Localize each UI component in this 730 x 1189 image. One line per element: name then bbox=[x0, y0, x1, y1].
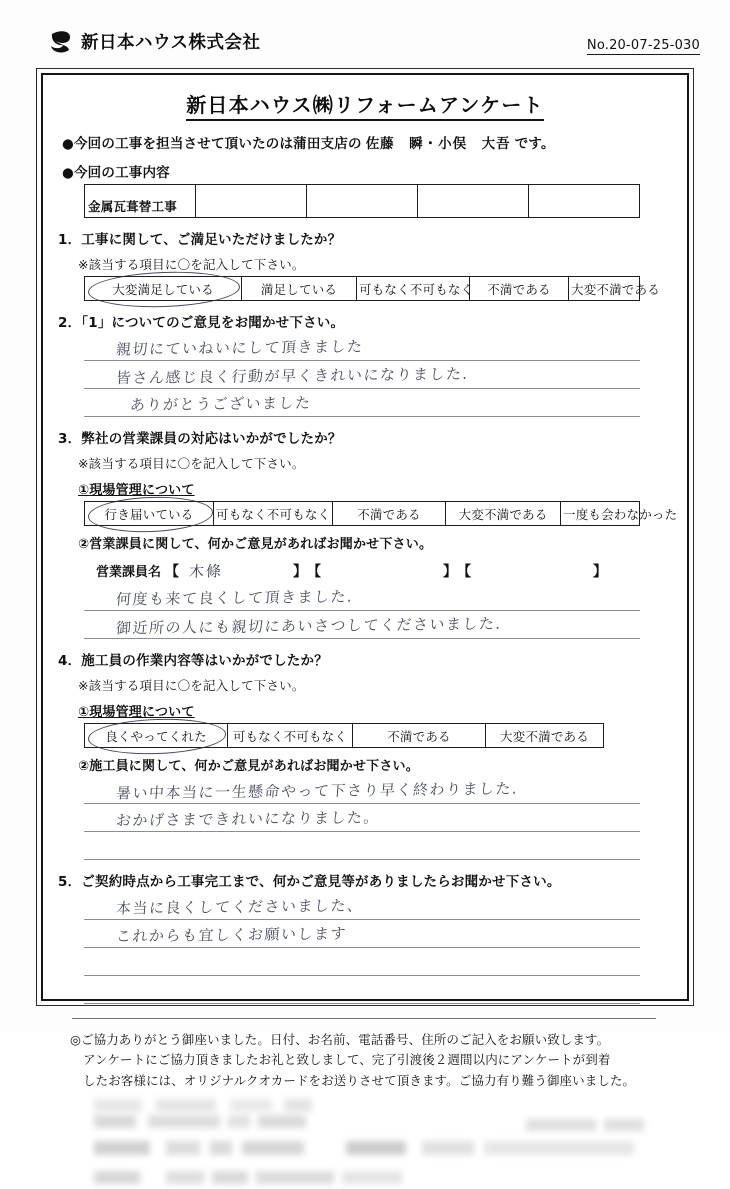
redaction-block bbox=[346, 1141, 406, 1155]
question-5-answer[interactable] bbox=[84, 892, 640, 1004]
handwritten-answer: 暑い中本当に一生懸命やって下さり早く終わりました. bbox=[115, 779, 519, 803]
assigned-staff-line bbox=[62, 132, 686, 152]
work-content-cell-4[interactable] bbox=[418, 185, 529, 218]
table-row bbox=[85, 277, 640, 301]
question-3-options bbox=[84, 501, 678, 526]
bracket-close-icon: 】 bbox=[593, 563, 608, 580]
bracket-open-icon: 【 bbox=[457, 563, 472, 580]
company-name: 新日本ハウス株式会社 bbox=[81, 33, 261, 53]
redaction-block bbox=[166, 1141, 200, 1155]
table-row bbox=[85, 724, 604, 748]
redaction-block bbox=[148, 1115, 220, 1128]
redaction-block bbox=[526, 1119, 596, 1131]
answer-line[interactable] bbox=[84, 389, 640, 417]
answer-line[interactable] bbox=[84, 361, 640, 389]
answer-line[interactable] bbox=[84, 611, 640, 639]
redaction-block bbox=[256, 1171, 334, 1184]
company-logo bbox=[48, 28, 260, 55]
question-3-answer[interactable] bbox=[84, 583, 640, 639]
q3-option-1[interactable]: 可もなく不可もなく bbox=[214, 502, 333, 526]
redaction-block bbox=[604, 1119, 644, 1131]
question-1-options bbox=[84, 276, 660, 301]
answer-line[interactable] bbox=[84, 333, 640, 361]
q1-option-3[interactable]: 不満である bbox=[470, 277, 569, 301]
handwritten-answer: 本当に良くしてくださいました、 bbox=[115, 896, 365, 918]
question-4-sub1-text: ①現場管理について bbox=[78, 705, 195, 720]
answer-line[interactable] bbox=[84, 804, 640, 832]
footer-line-3: したお客様には、オリジナルクオカードをお送りさせて頂きます。ご協力有り難う御座いました。 bbox=[83, 1072, 636, 1088]
handwritten-answer: 何度も来て良くして頂きました. bbox=[115, 587, 354, 609]
q3-option-0[interactable]: 行き届いている bbox=[85, 502, 214, 526]
q4-option-3[interactable]: 大変不満である bbox=[486, 724, 604, 748]
question-2-answer[interactable] bbox=[84, 333, 640, 417]
handwritten-answer: 御近所の人にも親切にあいさつしてくださいました. bbox=[115, 614, 503, 638]
footer-line-2: アンケートにご協力頂きましたお礼と致しまして、完了引渡後２週間以内にアンケートが到着 bbox=[83, 1052, 611, 1068]
assigned-staff-prefix: ●今回の工事を担当させて頂いたのは蒲田支店の bbox=[62, 136, 362, 152]
table-row bbox=[85, 502, 640, 526]
company-swirl-logo-icon bbox=[48, 28, 74, 55]
page-title-text: 新日本ハウス㈱リフォームアンケート bbox=[186, 93, 544, 121]
redaction-block bbox=[230, 1099, 272, 1112]
handwritten-answer: おかげさまできれいになりました。 bbox=[115, 808, 381, 830]
bracket-close-icon: 】 bbox=[293, 563, 308, 580]
redaction-block bbox=[156, 1099, 216, 1112]
q4-option-0[interactable]: 良くやってくれた bbox=[85, 724, 228, 748]
answer-line[interactable] bbox=[84, 920, 640, 948]
question-1-text: 1．工事に関して、ご満足いただけましたか？ bbox=[58, 232, 342, 248]
answer-line[interactable] bbox=[84, 976, 640, 1004]
redaction-block bbox=[212, 1171, 248, 1184]
work-content-cell-2[interactable] bbox=[196, 185, 307, 218]
sales-staff-name-label: 営業課員名 bbox=[96, 565, 162, 580]
redaction-block bbox=[242, 1141, 304, 1155]
question-4-answer[interactable] bbox=[84, 776, 640, 860]
question-4-sub2-label: ②施工員に関して、何かご意見があればお聞かせ下さい。 bbox=[78, 759, 419, 774]
work-content-label: ●今回の工事内容 bbox=[62, 165, 170, 181]
q4-option-1[interactable]: 可もなく不可もなく bbox=[228, 724, 353, 748]
question-4-sub1-label bbox=[78, 701, 686, 720]
page-masthead bbox=[0, 0, 730, 66]
bracket-open-icon: 【 bbox=[165, 563, 180, 580]
redaction-block bbox=[94, 1171, 140, 1184]
q4-option-2[interactable]: 不満である bbox=[353, 724, 486, 748]
footer-notice bbox=[70, 1030, 662, 1091]
page-title bbox=[44, 89, 686, 118]
question-3-sub1-text: ①現場管理について bbox=[78, 483, 195, 498]
answer-line[interactable] bbox=[84, 776, 640, 804]
work-content-cell-5[interactable] bbox=[529, 185, 640, 218]
footer-line-1: ◎ご協力ありがとう御座いました。日付、お名前、電話番号、住所のご記入をお願い致します。 bbox=[70, 1032, 610, 1047]
sales-staff-name-value-3 bbox=[471, 569, 593, 571]
question-3-note: ※該当する項目に〇を記入して下さい。 bbox=[78, 456, 305, 471]
q1-option-4[interactable]: 大変不満である bbox=[569, 277, 640, 301]
q1-option-1[interactable]: 満足している bbox=[242, 277, 357, 301]
table-row bbox=[85, 185, 640, 218]
bracket-open-icon: 【 bbox=[307, 563, 322, 580]
q3-option-2[interactable]: 不満である bbox=[333, 502, 446, 526]
question-4-options bbox=[84, 723, 604, 748]
redaction-block bbox=[258, 1115, 306, 1128]
redaction-block bbox=[484, 1141, 634, 1155]
redaction-block bbox=[342, 1171, 402, 1184]
handwritten-answer: 親切にていねいにして頂きました bbox=[115, 337, 365, 359]
survey-form bbox=[44, 76, 686, 1088]
redaction-block bbox=[94, 1141, 150, 1155]
sales-staff-name-value-1: 木條 bbox=[188, 562, 224, 581]
document-number: No.20-07-25-030 bbox=[586, 38, 700, 53]
q1-option-2[interactable]: 可もなく不可もなく bbox=[357, 277, 470, 301]
handwritten-answer: これからも宜しくお願いします bbox=[115, 924, 348, 946]
redaction-block bbox=[284, 1099, 312, 1112]
q3-option-3[interactable]: 大変不満である bbox=[446, 502, 561, 526]
sales-staff-name-value-2 bbox=[321, 569, 443, 571]
question-3-text: 3．弊社の営業課員の対応はいかがでしたか？ bbox=[58, 431, 342, 447]
question-4-text: 4．施工員の作業内容等はいかがでしたか？ bbox=[58, 653, 328, 669]
handwritten-answer: 皆さん感じ良く行動が早くきれいになりました. bbox=[115, 364, 470, 388]
handwritten-answer: ありがとうございました bbox=[129, 393, 313, 415]
footer-divider bbox=[72, 1018, 656, 1019]
question-5-text: 5．ご契約時点から工事完工まで、何かご意見等がありましたらお聞かせ下さい。 bbox=[58, 874, 561, 890]
answer-line[interactable] bbox=[84, 892, 640, 920]
answer-line[interactable] bbox=[84, 832, 640, 860]
redaction-block bbox=[94, 1099, 142, 1112]
assigned-staff-names: 佐藤 瞬・小俣 大吾 bbox=[365, 136, 511, 152]
bracket-close-icon: 】 bbox=[443, 563, 458, 580]
redaction-block bbox=[210, 1141, 232, 1155]
redaction-block bbox=[166, 1171, 204, 1184]
redaction-block bbox=[228, 1115, 250, 1128]
work-content-cell-3[interactable] bbox=[307, 185, 418, 218]
redaction-block bbox=[94, 1115, 136, 1128]
work-content-table bbox=[84, 184, 640, 218]
q3-option-4[interactable]: 一度も会わなかった bbox=[561, 502, 640, 526]
redacted-personal-information bbox=[70, 1097, 662, 1189]
work-content-cell-1[interactable]: 金属瓦葺替工事 bbox=[85, 185, 196, 218]
question-1-note: ※該当する項目に〇を記入して下さい。 bbox=[78, 257, 305, 272]
redaction-block bbox=[422, 1141, 474, 1155]
sales-staff-name-field-3[interactable] bbox=[457, 561, 607, 581]
assigned-staff-suffix: です。 bbox=[514, 136, 555, 152]
answer-line[interactable] bbox=[84, 583, 640, 611]
question-2-text: 2．「1」についてのご意見をお聞かせ下さい。 bbox=[58, 315, 345, 331]
sales-staff-name-field-1[interactable] bbox=[165, 560, 307, 581]
q1-option-0[interactable]: 大変満足している bbox=[85, 277, 242, 301]
answer-line[interactable] bbox=[84, 948, 640, 976]
question-3-sub2-label: ②営業課員に関して、何かご意見があればお聞かせ下さい。 bbox=[78, 537, 433, 552]
question-3-sub1-label bbox=[78, 479, 686, 498]
sales-staff-name-row bbox=[96, 560, 686, 581]
sales-staff-name-field-2[interactable] bbox=[307, 561, 457, 581]
question-4-note: ※該当する項目に〇を記入して下さい。 bbox=[78, 678, 305, 693]
